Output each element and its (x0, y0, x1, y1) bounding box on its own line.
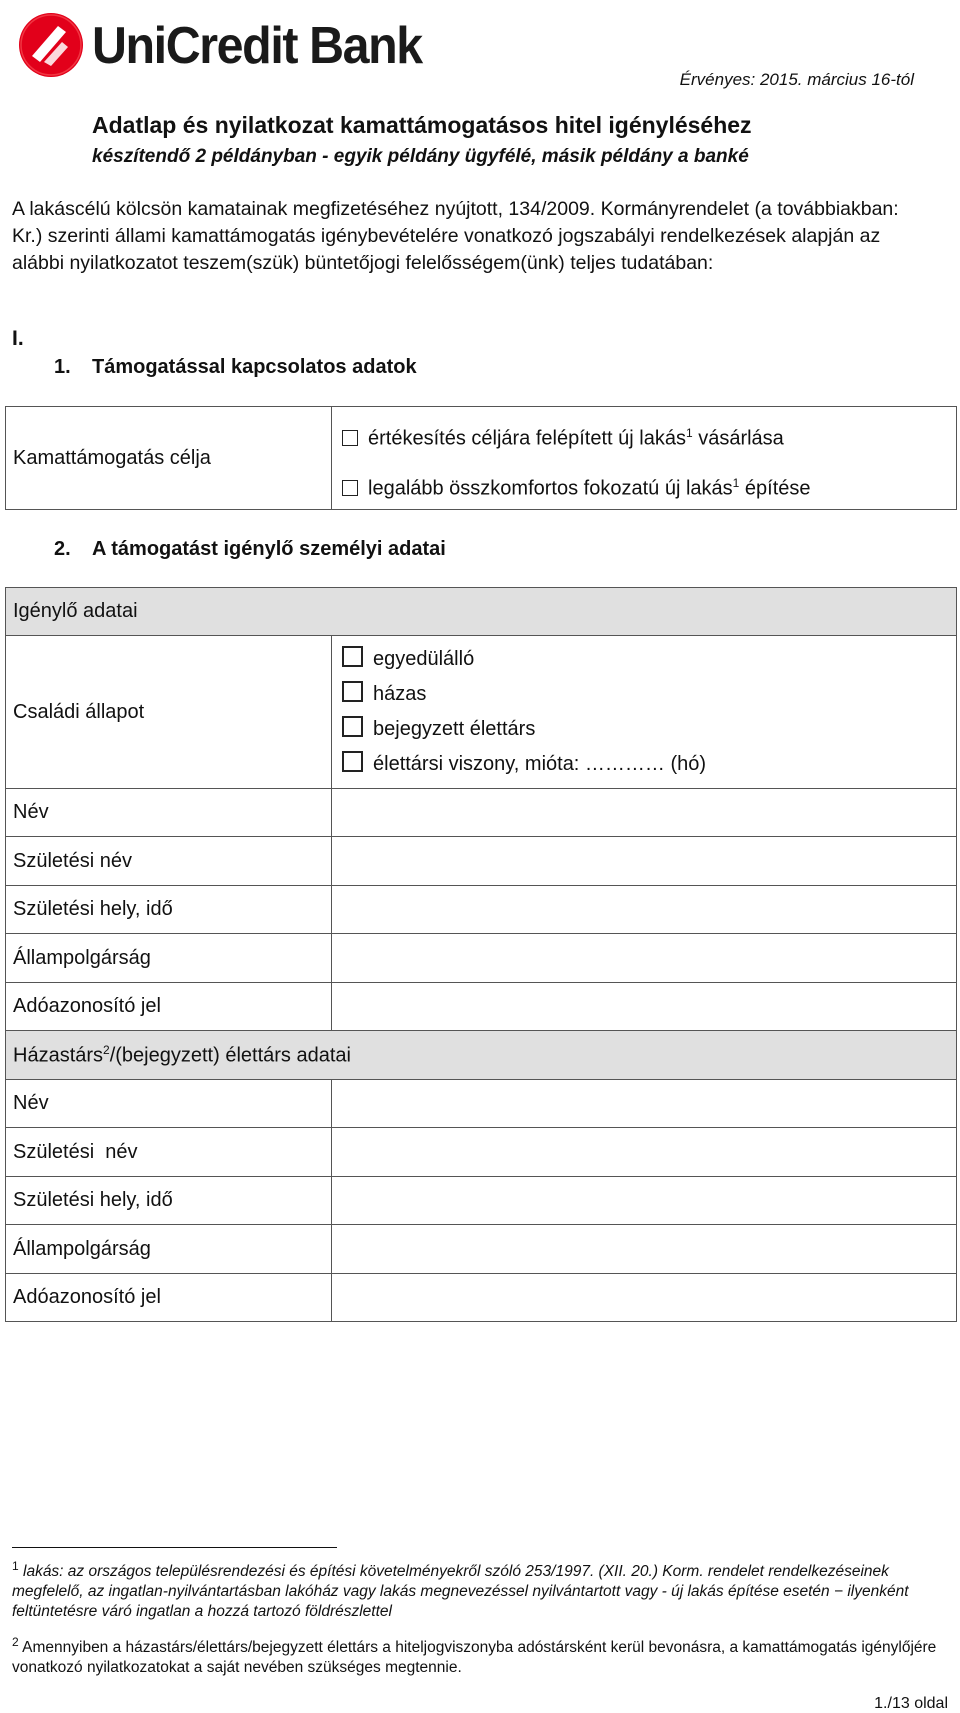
footnote-1 (12, 1556, 942, 1622)
section-1-title: Támogatással kapcsolatos adatok (92, 356, 417, 378)
checkbox-icon[interactable] (342, 751, 363, 772)
applicant-header: Igénylő adatai (6, 588, 957, 636)
support-purpose-options (332, 407, 957, 510)
spouse-tax-id-field[interactable] (332, 1274, 957, 1322)
purpose-option-purchase[interactable]: értékesítés céljára felépített új lakás$^1$ vásárlása (342, 417, 956, 449)
table-row (6, 983, 957, 1031)
table-row (6, 886, 957, 934)
table-row (6, 1274, 957, 1322)
marital-status-label: Családi állapot (6, 636, 332, 789)
marital-option-married[interactable]: házas (342, 677, 956, 712)
checkbox-icon[interactable] (342, 480, 358, 496)
spouse-tax-id-label: Adóazonosító jel (6, 1274, 332, 1322)
applicant-birth-place-field[interactable] (332, 886, 957, 934)
footnote-1-text: lakás: az országos településrendezési és építési követelményekről szóló 253/1997. (XII. 20.) Korm. rendelet rendelkezéseinek megfelelő, az ingatlan-nyilvántartásban lakóház vagy lakás megnevezéssel nyilvántartott vagy - új lakás építése esetén − ilyenként feltüntetésre váró ingatlan a hozzá tartozó földrészlettel (12, 1563, 909, 1621)
spouse-citizenship-field[interactable] (332, 1225, 957, 1274)
applicant-birth-name-label: Születési név (6, 837, 332, 886)
applicant-citizenship-field[interactable] (332, 934, 957, 983)
spouse-birth-place-label: Születési hely, idő (6, 1177, 332, 1225)
table-row (6, 837, 957, 886)
bank-logo (18, 12, 478, 82)
footnote-2 (12, 1632, 942, 1678)
part-numeral: I. (12, 327, 24, 350)
checkbox-icon[interactable] (342, 430, 358, 446)
page-number: 1./13 oldal (874, 1695, 948, 1712)
purpose-option-build[interactable]: legalább összkomfortos fokozatú új lakás$^1$ építése (342, 467, 956, 499)
checkbox-icon[interactable] (342, 716, 363, 737)
spouse-birth-name-label: Születési név (6, 1128, 332, 1177)
table-row (6, 1225, 957, 1274)
footnote-2-mark: 2 (12, 1635, 19, 1649)
spouse-birth-name-field[interactable] (332, 1128, 957, 1177)
checkbox-icon[interactable] (342, 681, 363, 702)
checkbox-icon[interactable] (342, 646, 363, 667)
footnote-1-mark: 1 (12, 1559, 19, 1573)
applicant-tax-id-label: Adóazonosító jel (6, 983, 332, 1031)
applicant-birth-place-label: Születési hely, idő (6, 886, 332, 934)
footnote-divider (12, 1547, 337, 1548)
table-row (6, 789, 957, 837)
spouse-header: Házastárs$^2$/(bejegyzett) élettárs adatai (6, 1031, 957, 1080)
personal-data-table (5, 587, 957, 1322)
logo-text: UniCredit Bank (92, 17, 422, 75)
page-title: Adatlap és nyilatkozat kamattámogatásos hitel igényléséhez (92, 112, 752, 138)
intro-paragraph: A lakáscélú kölcsön kamatainak megfizetéséhez nyújtott, 134/2009. Kormányrendelet (a továbbiakban: Kr.) szerinti állami kamattámogatás igénybevételére vonatkozó jogszabályi rendelkezések alapján az alábbi nyilatkozatot teszem(szük) büntetőjogi felelősségem(ünk) teljes tudatában: (12, 198, 899, 274)
section-1-heading (54, 356, 417, 379)
applicant-tax-id-field[interactable] (332, 983, 957, 1031)
table-row (6, 1080, 957, 1128)
table-row (6, 1128, 957, 1177)
section-2-heading (54, 538, 446, 561)
spouse-citizenship-label: Állampolgárság (6, 1225, 332, 1274)
applicant-birth-name-field[interactable] (332, 837, 957, 886)
marital-option-registered-partner[interactable]: bejegyzett élettárs (342, 712, 956, 747)
footnote-2-text: Amennyiben a házastárs/élettárs/bejegyzett élettárs a hiteljogviszonyba adóstársként kerül bevonásra, a kamattámogatás igénylőjére vonatkozó nyilatkozatokat a saját nevében szükséges megtennie. (12, 1639, 937, 1677)
applicant-name-label: Név (6, 789, 332, 837)
validity-date: Érvényes: 2015. március 16-tól (679, 70, 914, 89)
table-row (6, 1177, 957, 1225)
support-purpose-table (5, 406, 957, 510)
table-row (6, 934, 957, 983)
applicant-name-field[interactable] (332, 789, 957, 837)
page-subtitle: készítendő 2 példányban - egyik példány ügyfélé, másik példány a banké (92, 146, 749, 167)
support-purpose-label: Kamattámogatás célja (6, 407, 332, 510)
section-2-title: A támogatást igénylő személyi adatai (92, 538, 446, 560)
spouse-name-field[interactable] (332, 1080, 957, 1128)
unicredit-emblem-icon (18, 12, 84, 78)
section-2-number: 2. (54, 538, 71, 560)
marital-status-options (332, 636, 957, 789)
section-1-number: 1. (54, 356, 71, 378)
marital-option-cohabitation[interactable]: élettársi viszony, mióta: ………… (hó) (342, 747, 956, 782)
spouse-name-label: Név (6, 1080, 332, 1128)
applicant-citizenship-label: Állampolgárság (6, 934, 332, 983)
marital-option-single[interactable]: egyedülálló (342, 642, 956, 677)
spouse-birth-place-field[interactable] (332, 1177, 957, 1225)
